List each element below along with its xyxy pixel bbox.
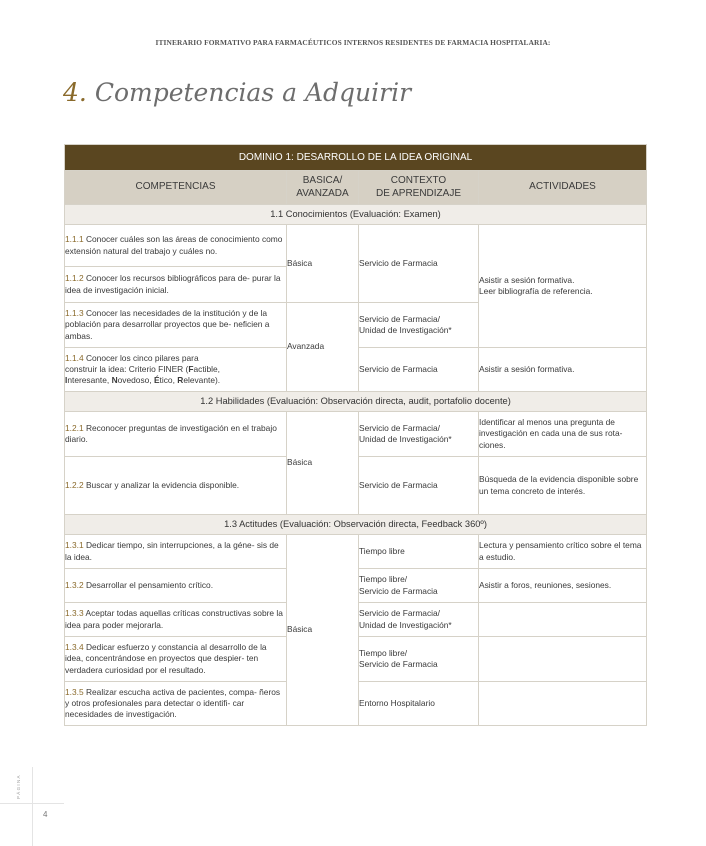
section-number: 4. [63, 78, 87, 107]
activity-cell: Asistir a sesión formativa. [479, 348, 647, 392]
competency-code: 1.3.3 [65, 608, 84, 619]
activity-cell [479, 682, 647, 726]
section-title: 1.3 Actitudes (Evaluación: Observación directa, Feedback 360º) [65, 515, 647, 535]
header-nivel-line1: BASICA/ [302, 175, 343, 186]
context-line1: Tiempo libre/ [359, 574, 408, 585]
competency-text: Realizar escucha activa de pacientes, compa- ñeros y otros profesionales para detectar o identifi- car necesidades de investigación. [65, 686, 281, 720]
competency-code: 1.1.4 [65, 352, 84, 363]
context-line1: Servicio de Farmacia/ [359, 313, 440, 324]
activity-cell [479, 603, 647, 637]
context-line2: Servicio de Farmacia [359, 659, 438, 669]
competency-text: Conocer las necesidades de la institución y de la población para desarrollar proyectos que be- neficien a ambas. [65, 308, 270, 341]
header-nivel-line2: AVANZADA [296, 187, 349, 199]
competency-text: Aceptar todas aquellas críticas constructivas sobre la idea para poder mejorarla. [65, 608, 283, 630]
level-cell: Básica [287, 535, 359, 726]
competency-cell [65, 267, 287, 303]
context-cell: Tiempo libre [359, 535, 479, 569]
context-line2: Unidad de Investigación* [359, 434, 452, 444]
activity-cell: Asistir a foros, reuniones, sesiones. [479, 569, 647, 603]
competencies-table [64, 144, 647, 726]
activity-cell [479, 637, 647, 682]
competency-code: 1.3.4 [65, 642, 84, 653]
finer-word: tico, [159, 375, 175, 386]
header-contexto-line1: CONTEXTO [390, 175, 447, 186]
finer-word: nteresante, [67, 375, 110, 386]
level-cell: Básica [287, 225, 359, 303]
competency-text: Dedicar esfuerzo y constancia al desarrollo de la idea, concentrándose en proyectos que despier- ten verdadera curiosidad por el resultado. [65, 642, 267, 675]
activity-cell [479, 225, 647, 348]
activity-line1: Asistir a sesión formativa. [479, 274, 575, 285]
context-cell [359, 303, 479, 348]
header-row [65, 171, 647, 205]
domain-row [65, 145, 647, 171]
page-label: PÁGINA [16, 774, 21, 800]
section-title: 1.2 Habilidades (Evaluación: Observación directa, audit, portafolio docente) [65, 392, 647, 412]
finer-letter: I [65, 375, 68, 386]
activity-cell: Identificar al menos una pregunta de investigación en cada una de sus rota- ciones. [479, 412, 647, 457]
competency-cell [65, 535, 287, 569]
section-row [65, 205, 647, 225]
finer-word: actible, [193, 363, 221, 374]
competency-text: Desarrollar el pensamiento crítico. [85, 579, 214, 590]
competency-code: 1.1.1 [65, 234, 84, 245]
page-number: 4 [43, 810, 48, 819]
competency-text: Conocer los recursos bibliográficos para de- purar la idea de investigación inicial. [65, 273, 281, 295]
competency-code: 1.1.3 [65, 308, 84, 319]
header-contexto-line2: DE APRENDIZAJE [375, 187, 462, 199]
activity-cell: Búsqueda de la evidencia disponible sobre un tema concreto de interés. [479, 457, 647, 515]
finer-letter: É [153, 375, 160, 386]
context-line1: Servicio de Farmacia/ [359, 422, 440, 433]
competency-code: 1.2.1 [65, 422, 84, 433]
finer-word: ovedoso, [117, 375, 152, 386]
competency-text: Buscar y analizar la evidencia disponible. [85, 479, 240, 490]
competency-text: Reconocer preguntas de investigación en el trabajo diario. [65, 422, 277, 444]
competency-text: Dedicar tiempo, sin interrupciones, a la géne- sis de la idea. [65, 540, 279, 562]
competency-text-line1: Conocer los cinco pilares para [85, 352, 199, 363]
table-row [65, 225, 647, 267]
context-line1: Servicio de Farmacia/ [359, 608, 440, 619]
header-actividades: ACTIVIDADES [479, 171, 647, 205]
activity-cell: Lectura y pensamiento crítico sobre el tema a estudio. [479, 535, 647, 569]
competency-cell [65, 303, 287, 348]
context-cell: Entorno Hospitalario [359, 682, 479, 726]
competency-text-line2: construir la idea: Criterio FINER ( [65, 363, 189, 374]
competency-code: 1.3.5 [65, 686, 84, 697]
competency-code: 1.3.2 [65, 579, 84, 590]
competency-cell [65, 603, 287, 637]
context-line1: Tiempo libre/ [359, 647, 408, 658]
header-contexto [359, 171, 479, 205]
footer-horizontal-rule [0, 803, 64, 804]
competency-cell [65, 682, 287, 726]
context-cell [359, 637, 479, 682]
running-header: ITINERARIO FORMATIVO PARA FARMACÉUTICOS INTERNOS RESIDENTES DE FARMACIA HOSPITALARIA: [155, 38, 551, 47]
context-cell [359, 603, 479, 637]
finer-letter: N [111, 375, 118, 386]
context-cell: Servicio de Farmacia [359, 457, 479, 515]
context-line2: Unidad de Investigación* [359, 619, 452, 630]
context-line2: Unidad de Investigación* [359, 325, 452, 335]
page-title [63, 78, 411, 107]
finer-letter: F [188, 363, 194, 374]
competency-cell [65, 457, 287, 515]
context-cell [359, 569, 479, 603]
finer-letter: R [177, 375, 184, 386]
level-cell: Avanzada [287, 303, 359, 392]
domain-title: DOMINIO 1: DESARROLLO DE LA IDEA ORIGINAL [65, 145, 647, 171]
activity-line2: Leer bibliografía de referencia. [479, 286, 593, 296]
competency-cell [65, 637, 287, 682]
section-row [65, 515, 647, 535]
competency-code: 1.1.2 [65, 273, 84, 284]
competency-cell [65, 225, 287, 267]
context-line2: Servicio de Farmacia [359, 585, 438, 596]
competency-code: 1.2.2 [65, 479, 84, 490]
competency-cell [65, 348, 287, 392]
context-cell: Servicio de Farmacia [359, 225, 479, 303]
finer-word: elevante). [183, 375, 221, 386]
table-row [65, 412, 647, 457]
table-row [65, 535, 647, 569]
context-cell: Servicio de Farmacia [359, 348, 479, 392]
footer-vertical-rule [32, 767, 33, 846]
competency-text: Conocer cuáles son las áreas de conocimiento como extensión natural del trabajo y cuáles no. [65, 234, 283, 256]
level-cell: Básica [287, 412, 359, 515]
header-competencias: COMPETENCIAS [65, 171, 287, 205]
competency-code: 1.3.1 [65, 540, 84, 551]
section-row [65, 392, 647, 412]
section-title: Competencias a Adquirir [94, 78, 412, 107]
header-nivel [287, 171, 359, 205]
section-title: 1.1 Conocimientos (Evaluación: Examen) [65, 205, 647, 225]
competency-cell [65, 569, 287, 603]
context-cell [359, 412, 479, 457]
competency-cell [65, 412, 287, 457]
